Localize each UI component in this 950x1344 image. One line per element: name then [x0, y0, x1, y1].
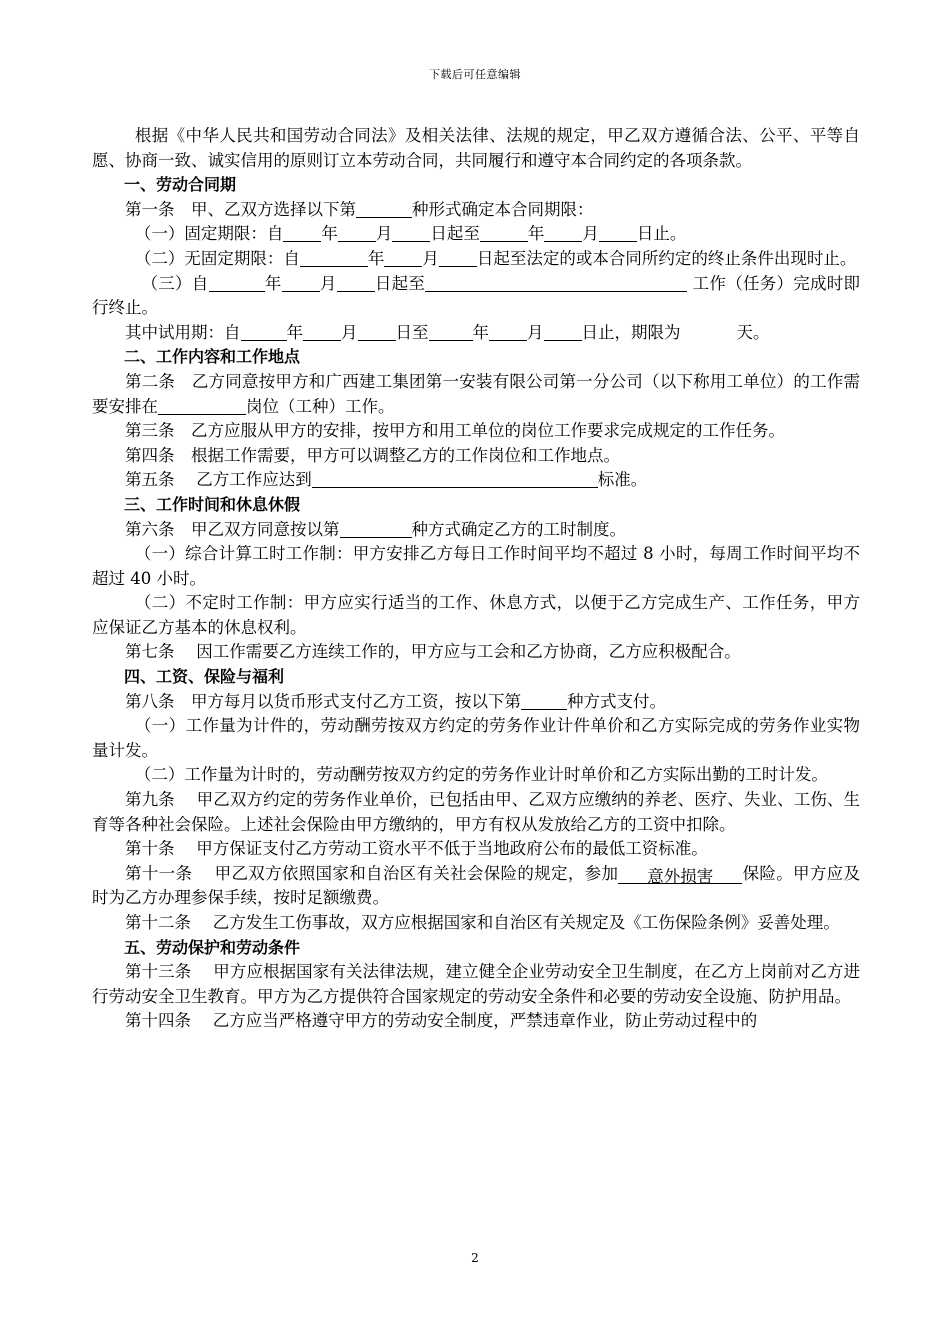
blank-field[interactable]	[300, 248, 368, 267]
blank-field[interactable]	[544, 223, 582, 242]
page-header: 下载后可任意编辑	[429, 68, 521, 81]
contract-body	[92, 124, 860, 1034]
term-fixed: （一）固定期限：自 年 月 日起至 年 月 日止。	[134, 224, 687, 244]
article-2: 第二条 乙方同意按甲方和广西建工集团第一安装有限公司第一分公司（以下称用工单位）的工作需要安排在 岗位（工种）工作。	[92, 371, 860, 416]
section-title-2: 二、工作内容和工作地点	[124, 347, 301, 367]
blank-field[interactable]	[241, 322, 287, 341]
article-11: 第十一条 甲乙双方依照国家和自治区有关社会保险的规定，参加 意外损害 保险。甲方应及时为乙方办理参保手续，按时足额缴费。	[92, 863, 861, 908]
blank-field[interactable]	[392, 223, 430, 242]
insurance-type-field[interactable]: 意外损害	[618, 865, 742, 884]
section-title-1: 一、劳动合同期	[124, 175, 237, 195]
term-open: （二）无固定期限：自 年 月 日起至法定的或本合同所约定的终止条件出现时止。	[134, 248, 857, 268]
blank-field[interactable]	[480, 223, 528, 242]
article-5: 第五条 乙方工作应达到 标准。	[125, 470, 648, 490]
article-4: 第四条 根据工作需要，甲方可以调整乙方的工作岗位和工作地点。	[125, 445, 620, 465]
blank-field[interactable]	[521, 691, 567, 710]
article-9: 第九条 甲乙双方约定的劳务作业单价，已包括由甲、乙双方应缴纳的养老、医疗、失业、工伤、生育等各种社会保险。上述社会保险由甲方缴纳的，甲方有权从发放给乙方的工资中扣除。	[92, 790, 860, 834]
blank-field[interactable]	[358, 322, 396, 341]
article-10: 第十条 甲方保证支付乙方劳动工资水平不低于当地政府公布的最低工资标准。	[125, 839, 708, 859]
article-14: 第十四条 乙方应当严格遵守甲方的劳动安全制度，严禁违章作业，防止劳动过程中的	[125, 1011, 758, 1031]
section-title-5: 五、劳动保护和劳动条件	[124, 937, 301, 957]
article-6-item-1: （一）综合计算工时工作制：甲方安排乙方每日工作时间平均不超过 8 小时，每周工作时间平均不超过 40 小时。	[92, 544, 860, 588]
blank-field[interactable]	[439, 248, 477, 267]
page-number: 2	[471, 1251, 479, 1265]
article-8-item-2: （二）工作量为计时的，劳动酬劳按双方约定的劳务作业计时单价和乙方实际出勤的工时计发。	[134, 765, 828, 785]
article-13: 第十三条 甲方应根据国家有关法律法规，建立健全企业劳动安全卫生制度，在乙方上岗前对乙方进行劳动安全卫生教育。甲方为乙方提供符合国家规定的劳动安全条件和必要的劳动安全设施、防护用品。	[92, 962, 860, 1006]
term-task: （三）自 年 月 日起至 工作（任务）完成时即行终止。	[92, 273, 861, 318]
intro-paragraph: 根据《中华人民共和国劳动合同法》及相关法律、法规的规定，甲乙双方遵循合法、公平、平等自愿、协商一致、诚实信用的原则订立本劳动合同，共同履行和遵守本合同约定的各项条款。	[92, 126, 860, 170]
blank-field[interactable]	[312, 469, 598, 488]
blank-field[interactable]	[338, 223, 376, 242]
article-12: 第十二条 乙方发生工伤事故，双方应根据国家和自治区有关规定及《工伤保险条例》妥善处理。	[125, 913, 840, 932]
blank-field[interactable]	[209, 273, 265, 292]
blank-field[interactable]	[599, 223, 637, 242]
probation-period: 其中试用期：自 年 月 日至 年 月 日止，期限为 天。	[125, 322, 770, 342]
blank-field[interactable]	[356, 199, 412, 218]
section-title-4: 四、工资、保险与福利	[124, 667, 285, 687]
blank-field[interactable]	[303, 322, 341, 341]
blank-field[interactable]	[384, 248, 422, 267]
blank-field[interactable]	[544, 322, 582, 341]
blank-field[interactable]	[340, 519, 412, 538]
article-3: 第三条 乙方应服从甲方的安排，按甲方和用工单位的岗位工作要求完成规定的工作任务。	[125, 421, 785, 441]
article-8: 第八条 甲方每月以货币形式支付乙方工资，按以下第 种方式支付。	[125, 691, 666, 711]
blank-field[interactable]	[283, 223, 321, 242]
blank-field[interactable]	[158, 396, 246, 415]
blank-field[interactable]	[429, 322, 473, 341]
article-8-item-1: （一）工作量为计件的，劳动酬劳按双方约定的劳务作业计件单价和乙方实际完成的劳务作业实物量计发。	[92, 716, 860, 760]
section-title-3: 三、工作时间和休息休假	[124, 494, 301, 514]
article-7: 第七条 因工作需要乙方连续工作的，甲方应与工会和乙方协商，乙方应积极配合。	[125, 642, 741, 662]
blank-field[interactable]	[489, 322, 527, 341]
article-1: 第一条 甲、乙双方选择以下第 种形式确定本合同期限：	[125, 199, 594, 219]
blank-field[interactable]	[337, 273, 375, 292]
article-6: 第六条 甲乙双方同意按以第 种方式确定乙方的工时制度。	[125, 519, 626, 539]
blank-field[interactable]	[282, 273, 320, 292]
article-6-item-2: （二）不定时工作制：甲方应实行适当的工作、休息方式，以便于乙方完成生产、工作任务，甲方应保证乙方基本的休息权利。	[92, 593, 860, 637]
blank-field[interactable]	[425, 273, 687, 292]
